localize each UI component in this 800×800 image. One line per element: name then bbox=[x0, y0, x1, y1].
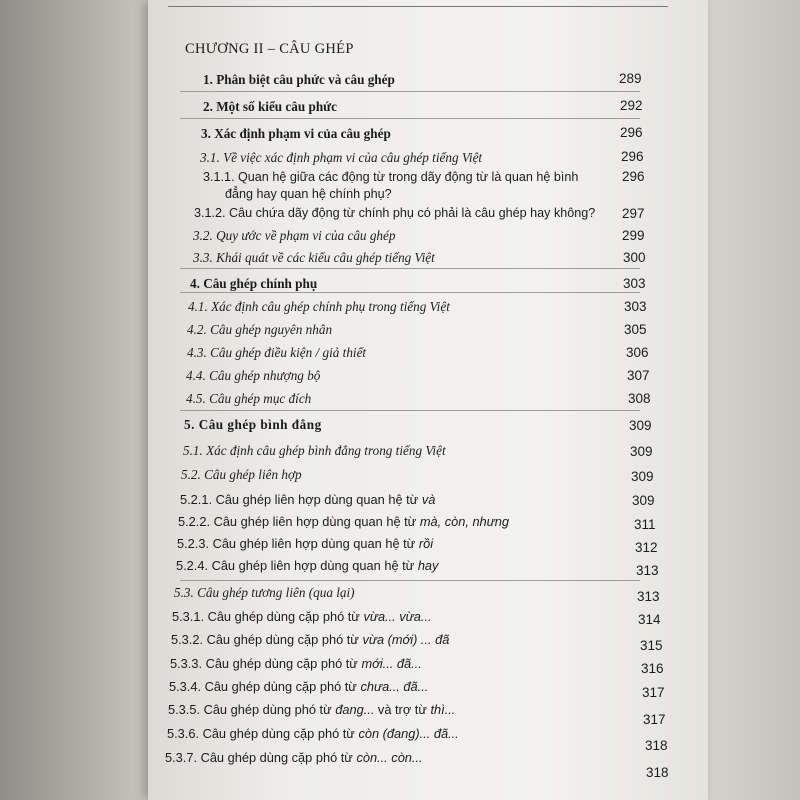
label-text: 5.2.3. Câu ghép liên hợp dùng quan hệ từ bbox=[177, 536, 419, 551]
toc-entry-page: 307 bbox=[627, 368, 650, 383]
divider bbox=[180, 580, 640, 581]
toc-entry-label bbox=[180, 492, 435, 507]
label-text: 5.2.4. Câu ghép liên hợp dùng quan hệ từ bbox=[176, 558, 418, 573]
toc-entry-label bbox=[177, 536, 433, 551]
toc-entry-page: 309 bbox=[630, 444, 653, 459]
toc-entry-page: 303 bbox=[624, 299, 647, 314]
toc-entry-label: 4.2. Câu ghép nguyên nhân bbox=[187, 322, 333, 337]
label-emphasis: rồi bbox=[418, 536, 434, 551]
toc-entry-page: 292 bbox=[620, 98, 643, 113]
toc-entry-page: 309 bbox=[632, 493, 655, 508]
toc-entry-page: 313 bbox=[636, 563, 659, 578]
toc-entry-page: 312 bbox=[635, 540, 658, 555]
toc-entry-page: 305 bbox=[624, 322, 647, 337]
toc-entry-label: 2. Một số kiểu câu phức bbox=[203, 99, 337, 114]
toc-entry-label: 4.1. Xác định câu ghép chính phụ trong tiếng Việt bbox=[188, 299, 450, 314]
toc-entry-page: 318 bbox=[646, 765, 669, 780]
toc-entry-page: 314 bbox=[638, 612, 661, 627]
label-text: 5.3.1. Câu ghép dùng cặp phó từ bbox=[172, 609, 364, 624]
label-emphasis: mới... đã... bbox=[361, 656, 422, 671]
toc-entry-page: 309 bbox=[631, 469, 654, 484]
label-text: 5.3.4. Câu ghép dùng cặp phó từ bbox=[169, 679, 361, 694]
toc-entry-page: 315 bbox=[640, 638, 663, 653]
toc-entry-page: 300 bbox=[623, 250, 646, 265]
chapter-heading: CHƯƠNG II – CÂU GHÉP bbox=[185, 41, 354, 57]
toc-entry-page: 306 bbox=[626, 345, 649, 360]
toc-entry-page: 296 bbox=[622, 169, 645, 184]
toc-entry-label: 4.4. Câu ghép nhượng bộ bbox=[186, 368, 321, 383]
toc-entry-label bbox=[165, 750, 423, 765]
toc-entry-label: 4. Câu ghép chính phụ bbox=[190, 276, 318, 291]
toc-entry-page: 317 bbox=[642, 685, 665, 700]
toc-entry-page: 299 bbox=[622, 228, 645, 243]
toc-entry-page: 308 bbox=[628, 391, 651, 406]
toc-entry-label: 5.2. Câu ghép liên hợp bbox=[181, 467, 302, 482]
toc-entry-page: 296 bbox=[621, 149, 644, 164]
label-text: 5.3.2. Câu ghép dùng cặp phó từ bbox=[171, 632, 363, 647]
toc-entry-page: 296 bbox=[620, 125, 643, 140]
toc-entry-label: 3. Xác định phạm vi của câu ghép bbox=[201, 126, 391, 141]
toc-entry-label: 5.3. Câu ghép tương liên (qua lại) bbox=[174, 585, 355, 600]
label-emphasis: thì... bbox=[430, 702, 456, 717]
label-emphasis: vừa (mới) ... đã bbox=[362, 632, 450, 647]
toc-entry-page: 316 bbox=[641, 661, 664, 676]
toc-entry-label bbox=[178, 514, 509, 529]
divider bbox=[180, 410, 640, 411]
toc-entry-label bbox=[168, 702, 455, 717]
toc-entry-label: 3.1. Về việc xác định phạm vi của câu ghép tiếng Việt bbox=[200, 150, 483, 165]
toc-entry-label: 3.3. Khái quát về các kiểu câu ghép tiếng Việt bbox=[193, 250, 435, 265]
label-emphasis: mà, còn, nhưng bbox=[419, 514, 510, 529]
divider bbox=[180, 118, 640, 119]
toc-entry-label: 4.3. Câu ghép điều kiện / giả thiết bbox=[187, 345, 367, 360]
label-emphasis: và bbox=[421, 492, 436, 507]
toc-entry-label bbox=[169, 679, 428, 694]
toc-entry-page: 318 bbox=[645, 738, 668, 753]
toc-entry-page: 303 bbox=[623, 276, 646, 291]
toc-entry-label bbox=[167, 726, 459, 741]
toc-entry-label: 5.1. Xác định câu ghép bình đẳng trong tiếng Việt bbox=[183, 443, 446, 458]
label-emphasis: vừa... vừa... bbox=[363, 609, 432, 624]
label-emphasis: còn... còn... bbox=[356, 750, 423, 765]
toc-entry-label: 5. Câu ghép bình đẳng bbox=[184, 417, 322, 432]
toc-entry-label: 3.1.2. Câu chứa dãy động từ chính phụ có phải là câu ghép hay không? bbox=[194, 206, 596, 220]
label-emphasis: hay bbox=[417, 558, 439, 573]
toc-entry-page: 289 bbox=[619, 71, 642, 86]
label-text: 5.3.3. Câu ghép dùng cặp phó từ bbox=[170, 656, 362, 671]
label-emphasis: đang... bbox=[335, 702, 375, 717]
toc-entry-label bbox=[176, 558, 438, 573]
label-text: 5.2.1. Câu ghép liên hợp dùng quan hệ từ bbox=[180, 492, 422, 507]
toc-entry-label bbox=[170, 656, 422, 671]
divider bbox=[180, 268, 640, 269]
toc-entry-label bbox=[172, 609, 432, 624]
toc-entry-label: 3.2. Quy ước về phạm vi của câu ghép bbox=[193, 228, 396, 243]
toc-entry-page: 317 bbox=[643, 712, 666, 727]
divider bbox=[180, 292, 640, 293]
label-text: 5.3.6. Câu ghép dùng cặp phó từ bbox=[167, 726, 359, 741]
toc-entry-label: 3.1.1. Quan hệ giữa các động từ trong dãy động từ là quan hệ bình bbox=[203, 170, 579, 184]
label-text: 5.3.7. Câu ghép dùng cặp phó từ bbox=[165, 750, 357, 765]
toc-entry-page: 311 bbox=[634, 517, 656, 532]
toc-entry-label: 1. Phân biệt câu phức và câu ghép bbox=[203, 72, 395, 87]
toc-entry-label bbox=[171, 632, 449, 647]
divider bbox=[180, 91, 640, 92]
label-text: 5.3.5. Câu ghép dùng phó từ bbox=[168, 702, 336, 717]
label-text: 5.2.2. Câu ghép liên hợp dùng quan hệ từ bbox=[178, 514, 420, 529]
toc-entry-label-continued: đẳng hay quan hệ chính phụ? bbox=[225, 187, 392, 201]
toc-entry-page: 313 bbox=[637, 589, 660, 604]
toc-entry-page: 309 bbox=[629, 418, 652, 433]
label-emphasis: còn (đang)... đã... bbox=[358, 726, 459, 741]
label-emphasis: chưa... đã... bbox=[360, 679, 429, 694]
toc-entry-page: 297 bbox=[622, 206, 645, 221]
label-text: và trợ từ bbox=[374, 702, 431, 717]
toc-entry-label: 4.5. Câu ghép mục đích bbox=[186, 391, 312, 406]
